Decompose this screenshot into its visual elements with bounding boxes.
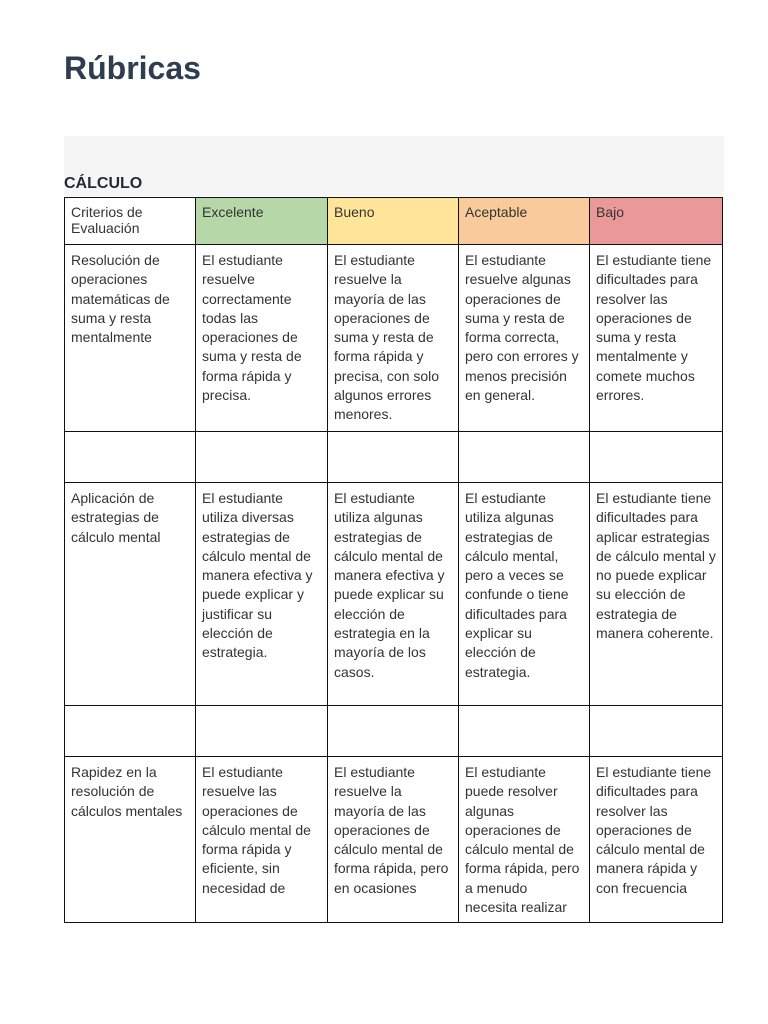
aceptable-cell: El estudiante puede resolver algunas operaciones de cálculo mental de forma rápida, pero a menudo necesita realizar	[459, 757, 590, 923]
header-aceptable: Aceptable	[459, 198, 590, 245]
empty-cell	[328, 706, 459, 757]
empty-cell	[328, 432, 459, 483]
empty-cell	[65, 432, 196, 483]
criterion-cell: Aplicación de estrategias de cálculo mental	[65, 483, 196, 706]
empty-cell	[196, 432, 328, 483]
header-bajo: Bajo	[590, 198, 723, 245]
table-row	[65, 757, 723, 923]
criterion-cell: Resolución de operaciones matemáticas de suma y resta mentalmente	[65, 245, 196, 432]
table-row	[65, 245, 723, 432]
empty-cell	[459, 432, 590, 483]
table-header-row	[65, 198, 723, 245]
empty-cell	[590, 706, 723, 757]
section-heading: CÁLCULO	[64, 175, 143, 192]
bueno-cell: El estudiante resuelve la mayoría de las operaciones de cálculo mental de forma rápida, pero en ocasiones	[328, 757, 459, 923]
excelente-cell: El estudiante utiliza diversas estrategias de cálculo mental de manera efectiva y puede explicar y justificar su elección de estrategia.	[196, 483, 328, 706]
page-title: Rúbricas	[64, 50, 201, 86]
section-band	[64, 136, 724, 196]
excelente-cell: El estudiante resuelve correctamente todas las operaciones de suma y resta de forma rápida y precisa.	[196, 245, 328, 432]
header-bueno: Bueno	[328, 198, 459, 245]
excelente-cell: El estudiante resuelve las operaciones de cálculo mental de forma rápida y eficiente, sin necesidad de	[196, 757, 328, 923]
aceptable-cell: El estudiante resuelve algunas operaciones de suma y resta de forma correcta, pero con errores y menos precisión en general.	[459, 245, 590, 432]
empty-row	[65, 432, 723, 483]
empty-cell	[196, 706, 328, 757]
bueno-cell: El estudiante utiliza algunas estrategias de cálculo mental de manera efectiva y puede explicar su elección de estrategia en la mayoría de los casos.	[328, 483, 459, 706]
bajo-cell: El estudiante tiene dificultades para aplicar estrategias de cálculo mental y no puede explicar su elección de estrategia de manera coherente.	[590, 483, 723, 706]
header-criteria: Criterios de Evaluación	[65, 198, 196, 245]
empty-cell	[65, 706, 196, 757]
criterion-cell: Rapidez en la resolución de cálculos mentales	[65, 757, 196, 923]
bueno-cell: El estudiante resuelve la mayoría de las operaciones de suma y resta de forma rápida y precisa, con solo algunos errores menores.	[328, 245, 459, 432]
bajo-cell: El estudiante tiene dificultades para resolver las operaciones de suma y resta mentalmente y comete muchos errores.	[590, 245, 723, 432]
bajo-cell: El estudiante tiene dificultades para resolver las operaciones de cálculo mental de manera rápida y con frecuencia	[590, 757, 723, 923]
empty-cell	[459, 706, 590, 757]
aceptable-cell: El estudiante utiliza algunas estrategias de cálculo mental, pero a veces se confunde o tiene dificultades para explicar su elección de estrategia.	[459, 483, 590, 706]
empty-row	[65, 706, 723, 757]
rubric-table	[64, 197, 723, 923]
empty-cell	[590, 432, 723, 483]
table-row	[65, 483, 723, 706]
header-excelente: Excelente	[196, 198, 328, 245]
